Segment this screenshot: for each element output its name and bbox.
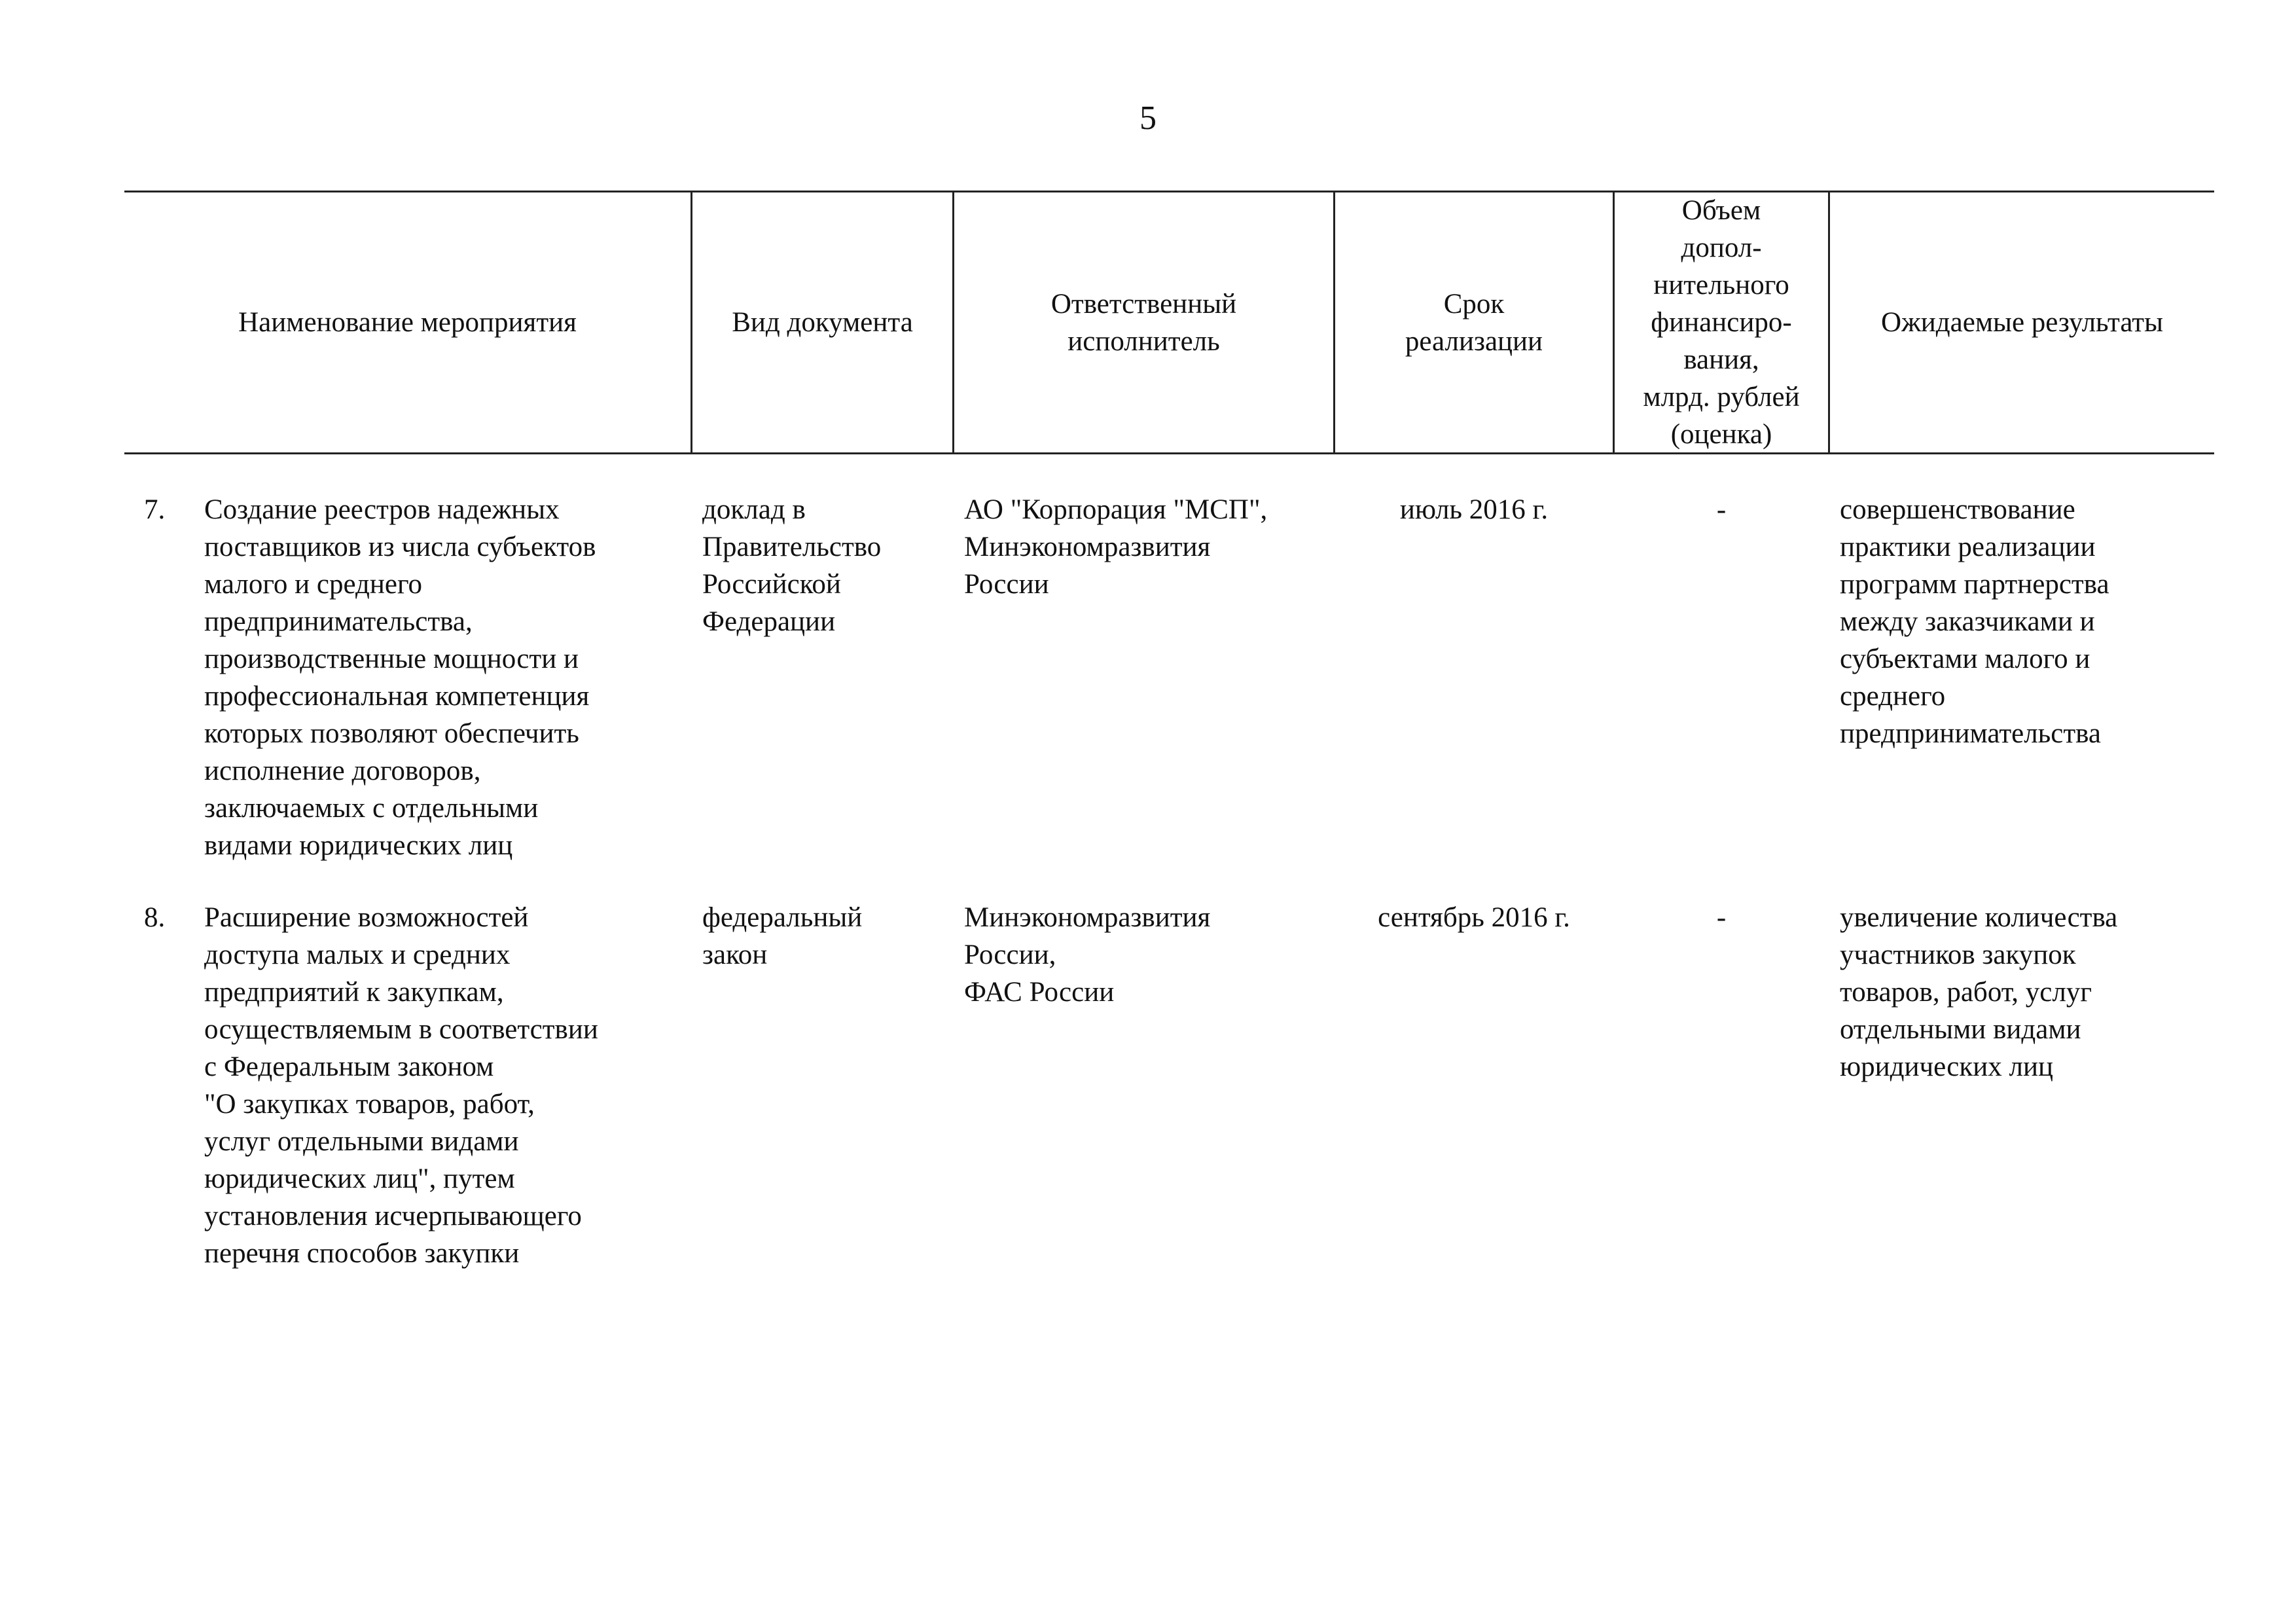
row-deadline: сентябрь 2016 г. bbox=[1378, 902, 1570, 933]
header-responsible bbox=[954, 192, 1333, 452]
header-doc-type-text: Вид документа bbox=[732, 307, 913, 338]
header-doc-type bbox=[692, 192, 952, 452]
page-number: 5 bbox=[1139, 100, 1157, 137]
row-deadline: июль 2016 г. bbox=[1399, 494, 1549, 525]
header-name-text: Наименование мероприятия bbox=[238, 307, 577, 338]
header-funding bbox=[1615, 192, 1828, 452]
row-doc-type: федеральный закон bbox=[702, 902, 863, 970]
row-doc-type: доклад в Правительство Российской Федерации bbox=[702, 494, 882, 637]
row-name: Создание реестров надежных поставщиков из числа субъектов малого и среднего предпринимательства, производственные мощности и профессиональная компетенция которых позволяют обеспечить исполнение договоров, заключаемых с отдельными видами юридических лиц bbox=[204, 494, 596, 861]
row-funding: - bbox=[1716, 902, 1727, 933]
header-name bbox=[124, 192, 691, 452]
row-results: увеличение количества участников закупок товаров, работ, услуг отдельными видами юридических лиц bbox=[1840, 902, 2118, 1082]
row-responsible: Минэкономразвития России, ФАС России bbox=[964, 902, 1211, 1008]
header-bottom-rule bbox=[124, 452, 2214, 454]
header-results-text: Ожидаемые результаты bbox=[1881, 307, 2163, 338]
row-responsible: АО "Корпорация "МСП", Минэкономразвития России bbox=[964, 494, 1268, 600]
row-number: 7. bbox=[144, 494, 166, 525]
row-number: 8. bbox=[144, 902, 166, 933]
header-deadline bbox=[1335, 192, 1613, 452]
header-responsible-text: Ответственный исполнитель bbox=[1050, 288, 1237, 357]
header-results bbox=[1830, 192, 2214, 452]
row-results: совершенствование практики реализации программ партнерства между заказчиками и субъектами малого и среднего предпринимательства bbox=[1840, 494, 2109, 749]
row-funding: - bbox=[1716, 494, 1727, 525]
header-deadline-text: Срок реализации bbox=[1405, 288, 1543, 357]
row-name: Расширение возможностей доступа малых и средних предприятий к закупкам, осуществляемым в соответствии с Федеральным законом "О закупках товаров, работ, услуг отдельными видами юридических лиц", путем установления исчерпывающего перечня способов закупки bbox=[204, 902, 598, 1269]
header-funding-text: Объем допол- нительного финансиро- вания, млрд. рублей (оценка) bbox=[1643, 195, 1800, 450]
